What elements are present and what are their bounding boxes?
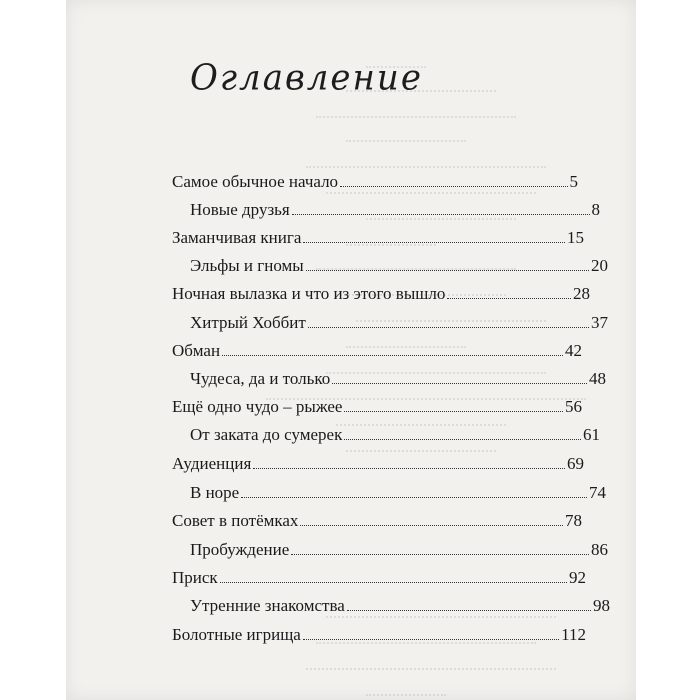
toc-entry[interactable] — [172, 170, 578, 194]
dot-leader — [220, 581, 567, 583]
toc-entry[interactable] — [172, 566, 586, 590]
toc-entry-title: Пробуждение — [190, 540, 290, 559]
toc-entry-title: Хитрый Хоббит — [190, 313, 306, 332]
toc-entry-page: 98 — [593, 596, 610, 615]
dot-leader — [303, 638, 559, 640]
dot-leader — [347, 609, 591, 611]
toc-entry[interactable] — [172, 339, 582, 363]
toc-entry-page: 86 — [591, 540, 608, 559]
toc-entry-page: 56 — [565, 397, 582, 416]
toc-entry-page: 61 — [583, 425, 600, 444]
toc-entry[interactable] — [190, 538, 608, 562]
toc-entry[interactable] — [172, 282, 590, 306]
toc-entry-page: 48 — [589, 369, 606, 388]
toc-entry[interactable] — [190, 311, 608, 335]
toc-entry-title: Утренние знакомства — [190, 596, 345, 615]
dot-leader — [308, 326, 589, 328]
toc-entry-page: 42 — [565, 341, 582, 360]
toc-entry-page: 37 — [591, 313, 608, 332]
toc-entry-title: Обман — [172, 341, 221, 360]
toc-entry[interactable] — [190, 367, 606, 391]
dot-leader — [222, 354, 563, 356]
toc-entry[interactable] — [172, 452, 584, 476]
toc-entry[interactable] — [190, 254, 608, 278]
toc-entry-title: Аудиенция — [172, 454, 252, 473]
toc-entry-title: От заката до сумерек — [190, 425, 343, 444]
toc-entry-title: В норе — [190, 483, 240, 502]
toc-heading: Оглавление — [190, 57, 423, 99]
toc-entry-page: 28 — [573, 284, 590, 303]
toc-entry-title: Приск — [172, 568, 218, 587]
toc-entry-page: 112 — [561, 625, 586, 644]
toc-entry[interactable] — [190, 198, 600, 222]
toc-entry-title: Совет в потёмках — [172, 511, 299, 530]
toc-entry[interactable] — [190, 594, 610, 618]
dot-leader — [447, 297, 571, 299]
toc-entry-title: Чудеса, да и только — [190, 369, 331, 388]
toc-entry[interactable] — [190, 481, 606, 505]
dot-leader — [306, 269, 589, 271]
toc-entry-title: Заманчивая книга — [172, 228, 302, 247]
dot-leader — [253, 467, 565, 469]
dot-leader — [344, 438, 581, 440]
toc-entry-page: 8 — [591, 200, 600, 219]
toc-entry-page: 74 — [589, 483, 606, 502]
toc-entry-title: Эльфы и гномы — [190, 256, 304, 275]
toc-entry-title: Ещё одно чудо – рыжее — [172, 397, 343, 416]
dot-leader — [241, 496, 587, 498]
toc-entry[interactable] — [172, 623, 586, 647]
toc-entry-page: 78 — [565, 511, 582, 530]
toc-entry[interactable] — [172, 395, 582, 419]
toc-entry[interactable] — [172, 509, 582, 533]
book-page — [66, 0, 636, 700]
dot-leader — [300, 524, 563, 526]
toc-entry-title: Ночная вылазка и что из этого вышло — [172, 284, 446, 303]
toc-entry-title: Новые друзья — [190, 200, 290, 219]
dot-leader — [291, 553, 589, 555]
dot-leader — [340, 185, 567, 187]
dot-leader — [292, 213, 590, 215]
toc-entry-title: Болотные игрища — [172, 625, 301, 644]
toc-entry-page: 92 — [569, 568, 586, 587]
toc-entry-title: Самое обычное начало — [172, 172, 339, 191]
toc-entry-page: 5 — [569, 172, 578, 191]
table-of-contents — [66, 0, 636, 700]
toc-entry-page: 15 — [567, 228, 584, 247]
toc-entry[interactable] — [190, 423, 600, 447]
toc-entry-page: 20 — [591, 256, 608, 275]
dot-leader — [344, 410, 563, 412]
toc-entry[interactable] — [172, 226, 584, 250]
dot-leader — [332, 382, 587, 384]
dot-leader — [303, 241, 565, 243]
toc-entry-page: 69 — [567, 454, 584, 473]
